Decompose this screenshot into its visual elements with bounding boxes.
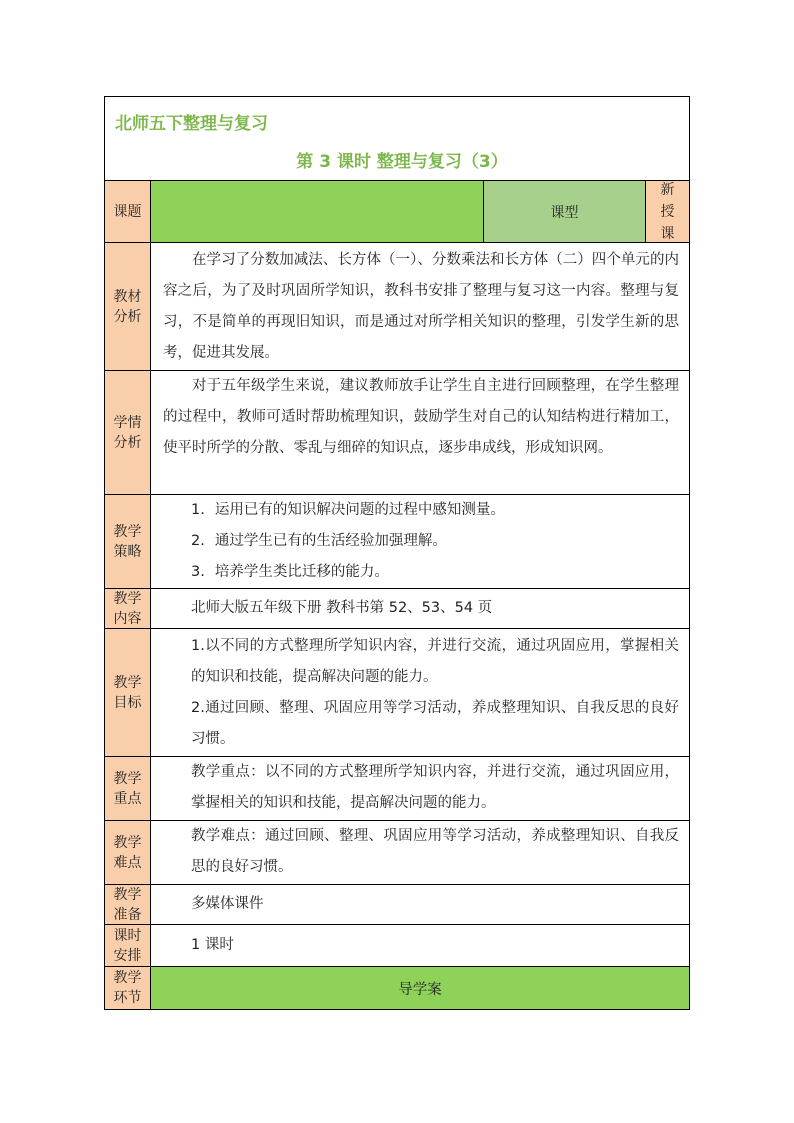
teaching-content-text: 北师大版五年级下册 教科书第 52、53、54 页	[191, 600, 493, 616]
student-analysis-row	[105, 371, 689, 495]
schedule-row	[105, 925, 689, 967]
teaching-strategy-row	[105, 495, 689, 589]
key-points-label: 教学 重点	[105, 757, 151, 820]
teaching-content-row	[105, 589, 689, 629]
teaching-strategy-content	[151, 495, 689, 588]
lesson-type-label: 课型	[484, 181, 646, 242]
textbook-analysis-text: 在学习了分数加减法、长方体（一）、分数乘法和长方体（二）四个单元的内容之后，为了及时巩固所学知识，教科书安排了整理与复习这一内容。整理与复习，不是简单的再现旧知识，而是通过对所学相关知识的整理，引发学生新的思考，促进其发展。	[163, 252, 679, 361]
key-points-row	[105, 757, 689, 821]
difficulties-text: 教学难点：通过回顾、整理、巩固应用等学习活动，养成整理知识、自我反思的良好习惯。	[191, 828, 679, 875]
schedule-text: 1 课时	[191, 937, 234, 953]
header-row	[105, 97, 689, 181]
teaching-goals-label: 教学 目标	[105, 629, 151, 756]
topic-label: 课题	[105, 181, 151, 242]
student-analysis-text: 对于五年级学生来说，建议教师放手让学生自主进行回顾整理，在学生整理的过程中，教师可适时帮助梳理知识，鼓励学生对自己的认知结构进行精加工，使平时所学的分散、零乱与细碎的知识点，逐步串成线，形成知识网。	[163, 378, 679, 456]
lesson-plan-table	[104, 96, 690, 1010]
schedule-content	[151, 925, 689, 966]
difficulties-content	[151, 821, 689, 884]
textbook-analysis-row	[105, 243, 689, 371]
topic-field[interactable]	[151, 181, 484, 242]
preparation-content	[151, 885, 689, 924]
difficulties-label: 教学 难点	[105, 821, 151, 884]
student-analysis-content	[151, 371, 689, 494]
teaching-steps-label: 教学 环节	[105, 967, 151, 1009]
preparation-label: 教学 准备	[105, 885, 151, 924]
teaching-content-label: 教学 内容	[105, 589, 151, 628]
goal-item: 1.以不同的方式整理所学知识内容，并进行交流，通过巩固应用，掌握相关的知识和技能，提高解决问题的能力。	[191, 638, 679, 685]
preparation-row	[105, 885, 689, 925]
teaching-strategy-label: 教学 策略	[105, 495, 151, 588]
lesson-type-value: 新 授 课	[646, 181, 689, 242]
teaching-content-content	[151, 589, 689, 628]
strategy-item: 1. 运用已有的知识解决问题的过程中感知测量。	[191, 502, 505, 518]
difficulties-row	[105, 821, 689, 885]
schedule-label: 课时 安排	[105, 925, 151, 966]
textbook-analysis-label: 教材 分析	[105, 243, 151, 370]
teaching-goals-content	[151, 629, 689, 756]
student-analysis-label: 学情 分析	[105, 371, 151, 494]
goal-item: 2.通过回顾、整理、巩固应用等学习活动，养成整理知识、自我反思的良好习惯。	[191, 700, 679, 747]
topic-row	[105, 181, 689, 243]
teaching-goals-row	[105, 629, 689, 757]
lesson-subtitle: 第 3 课时 整理与复习（3）	[296, 152, 508, 172]
strategy-item: 2. 通过学生已有的生活经验加强理解。	[191, 533, 447, 549]
teaching-steps-header: 导学案	[151, 967, 689, 1009]
document-title: 北师五下整理与复习	[115, 114, 268, 134]
teaching-steps-row	[105, 967, 689, 1009]
key-points-text: 教学重点：以不同的方式整理所学知识内容，并进行交流，通过巩固应用，掌握相关的知识和技能，提高解决问题的能力。	[191, 764, 679, 811]
key-points-content	[151, 757, 689, 820]
preparation-text: 多媒体课件	[191, 896, 264, 912]
strategy-item: 3. 培养学生类比迁移的能力。	[191, 564, 389, 580]
textbook-analysis-content	[151, 243, 689, 370]
